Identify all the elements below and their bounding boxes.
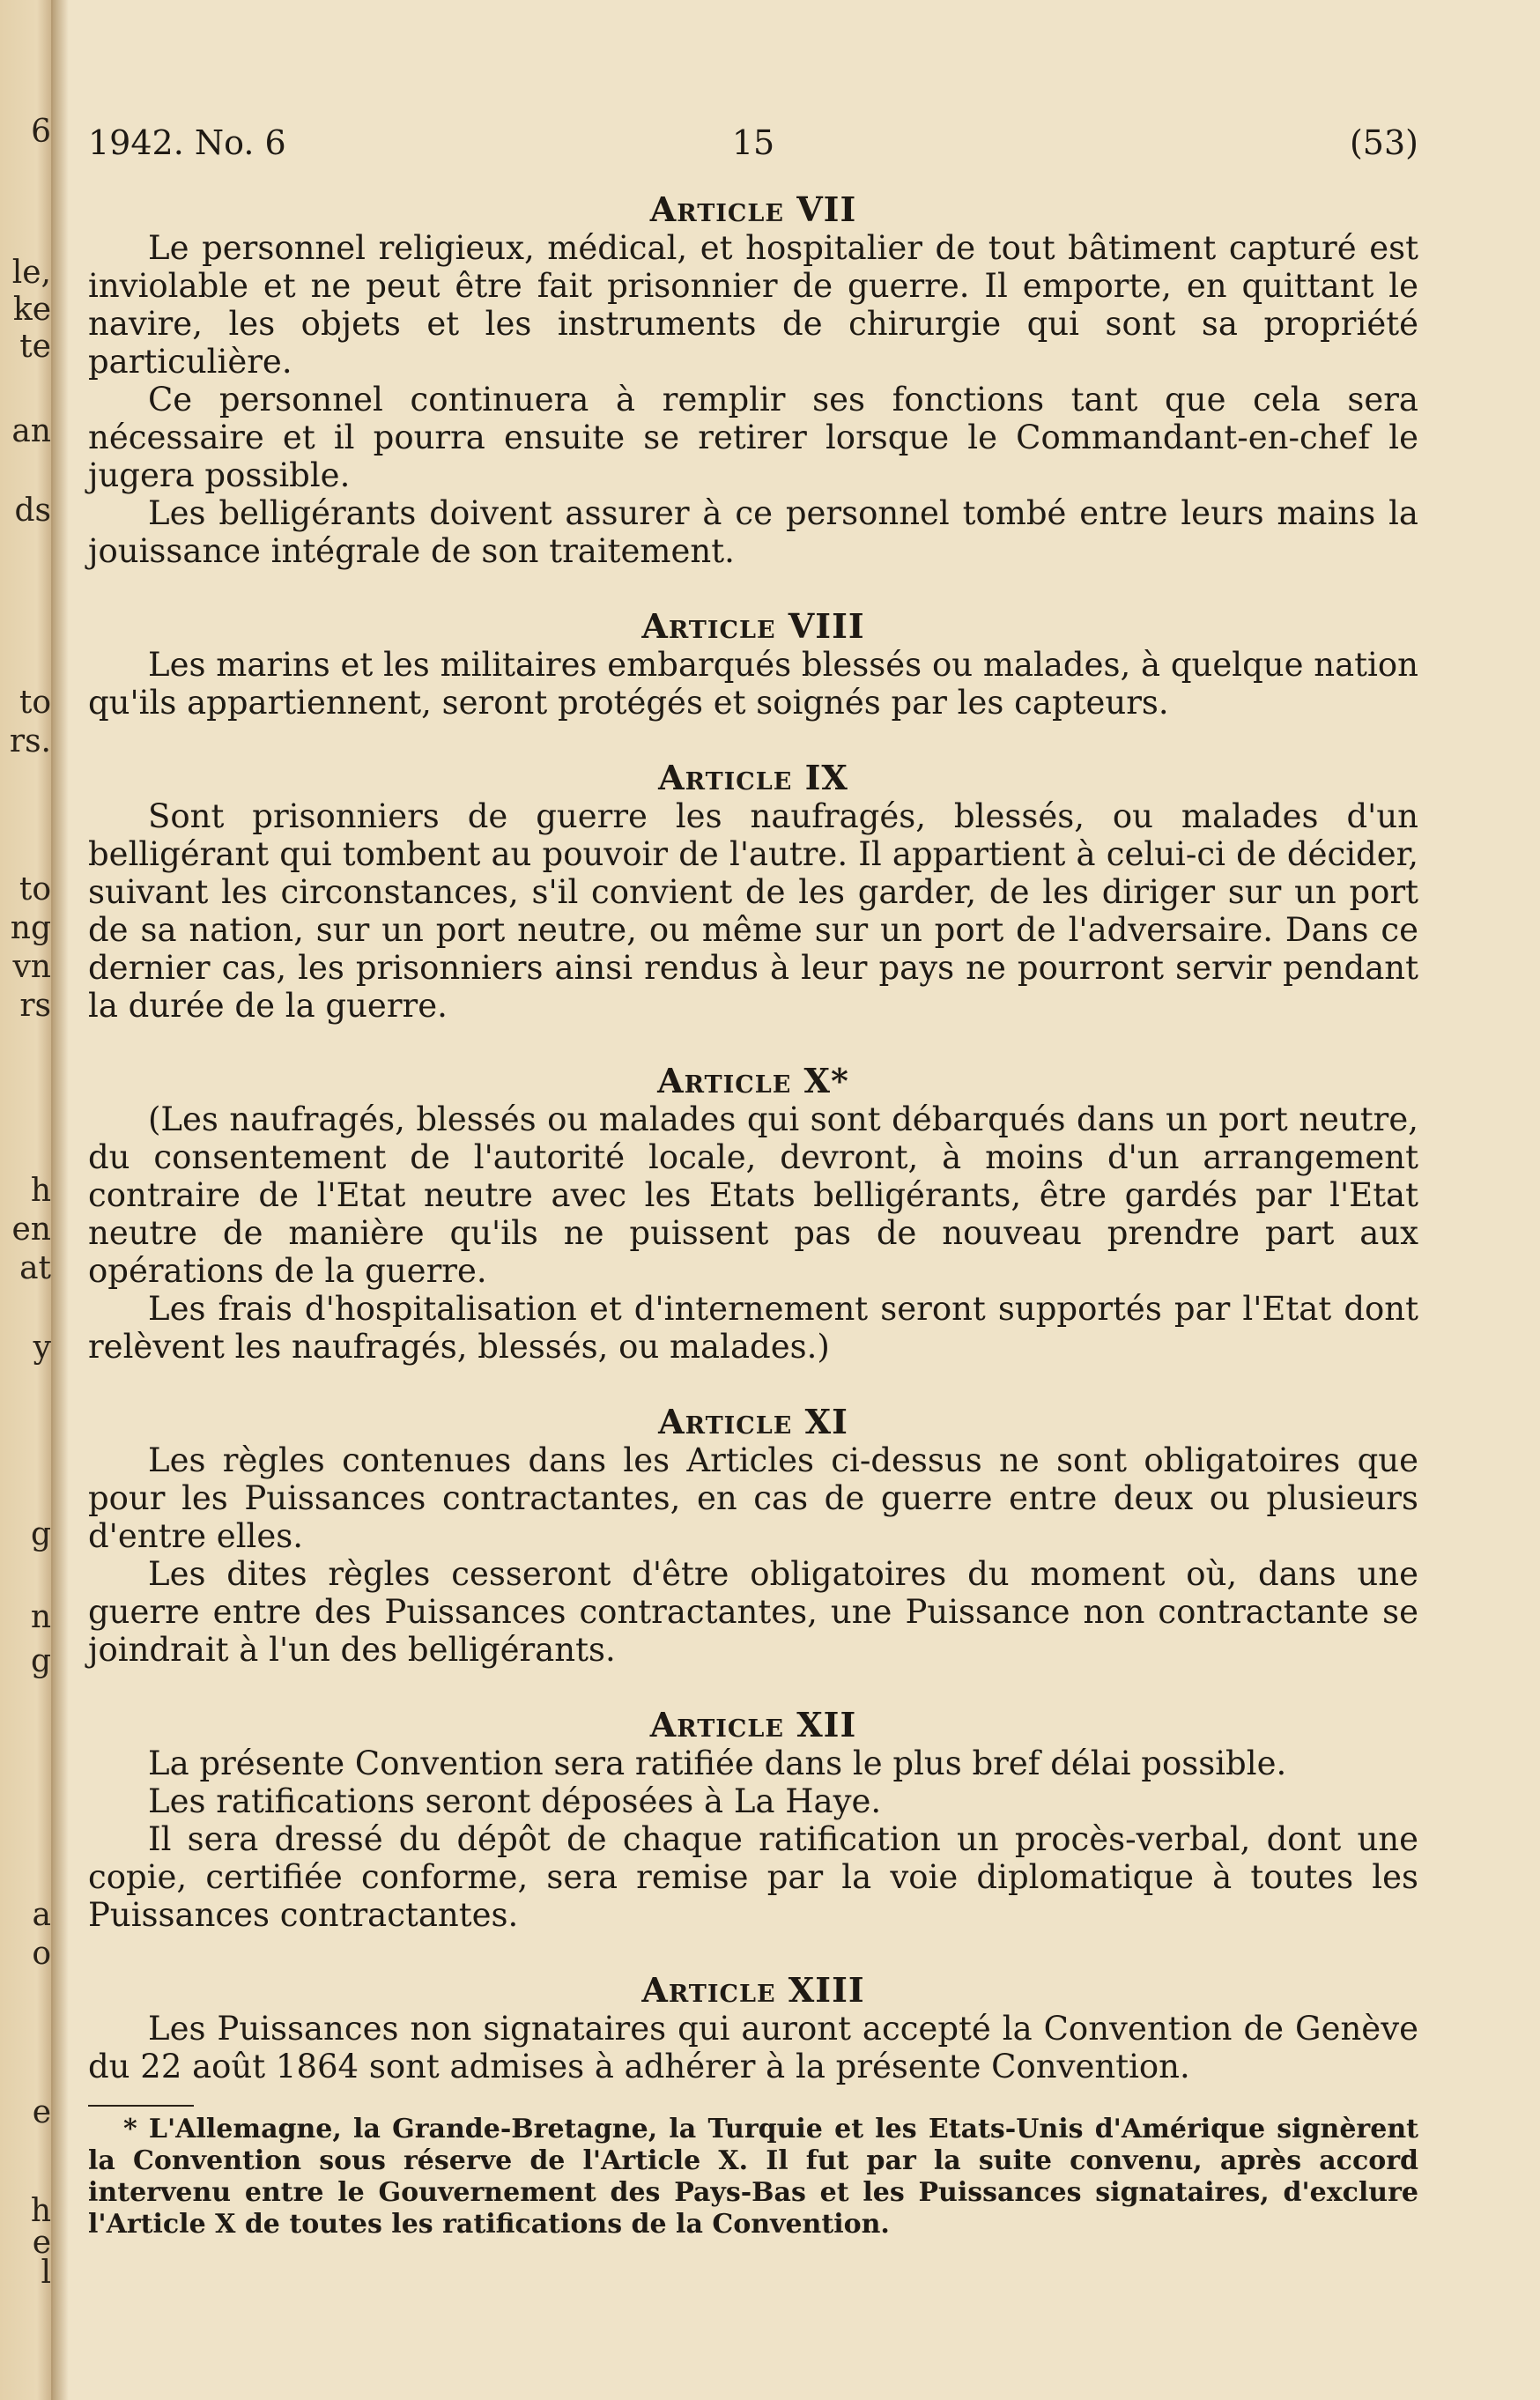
margin-fragment: an <box>11 414 51 449</box>
article-paragraph: Le personnel religieux, médical, et hospitalier de tout bâtiment capturé est inviolable et ne peut être fait prisonnier de guerre. Il emporte, en quittant le navire, les objets et les instruments de chirurgie qui sont sa propriété particulière. <box>88 229 1418 381</box>
margin-fragment: en <box>11 1212 51 1248</box>
document-reference: 1942. No. 6 <box>88 123 286 162</box>
gutter-shadow <box>51 0 69 2400</box>
page-number: 15 <box>731 123 775 162</box>
margin-fragment: rs. <box>9 724 51 759</box>
margin-fragment: ds <box>14 493 51 529</box>
margin-fragment: g <box>30 1517 51 1552</box>
article-paragraph: La présente Convention sera ratifiée dans le plus bref délai possible. <box>148 1744 1287 1782</box>
margin-fragment: l <box>41 2256 51 2291</box>
margin-fragment: g <box>30 1644 51 1679</box>
article-paragraph: Les Puissances non signataires qui auront accepté la Convention de Genève du 22 août 1864 sont admises à adhérer à la présente Convention. <box>88 2010 1418 2085</box>
article-heading: Article XI <box>658 1402 848 1441</box>
margin-fragment: o <box>32 1937 51 1972</box>
original-page-number: (53) <box>1349 123 1418 162</box>
article-paragraph: Les frais d'hospitalisation et d'internement seront supportés par l'Etat dont relèvent les naufragés, blessés, ou malades.) <box>88 1290 1418 1366</box>
margin-fragment: e <box>32 2226 51 2261</box>
margin-fragment: 6 <box>31 115 51 150</box>
margin-fragment: n <box>30 1600 51 1635</box>
margin-fragment: vn <box>12 950 51 985</box>
margin-fragment: to <box>19 685 51 721</box>
margin-fragment: ng <box>10 911 51 946</box>
article-paragraph: Ce personnel continuera à remplir ses fonctions tant que cela sera nécessaire et il pourra ensuite se retirer lorsque le Commandant-en-chef le jugera possible. <box>88 381 1418 494</box>
running-header <box>88 123 1418 180</box>
margin-fragment: le, <box>11 256 51 291</box>
margin-fragment: ke <box>12 293 51 328</box>
article-paragraph: Les règles contenues dans les Articles ci-dessus ne sont obligatoires que pour les Puissances contractantes, en cas de guerre entre deux ou plusieurs d'entre elles. <box>88 1441 1418 1555</box>
article-paragraph: Les ratifications seront déposées à La Haye. <box>148 1782 882 1820</box>
margin-fragment: a <box>32 1898 51 1933</box>
article-heading: Article VII <box>649 189 857 229</box>
footnote: * L'Allemagne, la Grande-Bretagne, la Turquie et les Etats-Unis d'Amérique signèrent la Convention sous réserve de l'Article X. Il fut par la suite convenu, après accord intervenu entre le Gouvernement des Pays-Bas et les Puissances signataires, d'exclure l'Article X de toutes les ratifications de la Convention. <box>88 2114 1418 2240</box>
margin-fragment: h <box>30 2194 51 2229</box>
article-heading: Article XIII <box>641 1970 865 2010</box>
article-paragraph: Il sera dressé du dépôt de chaque ratification un procès-verbal, dont une copie, certifiée conforme, sera remise par la voie diplomatique à toutes les Puissances contractantes. <box>88 1820 1418 1934</box>
article-heading: Article XII <box>649 1705 857 1744</box>
margin-fragment: to <box>19 872 51 907</box>
margin-fragment: rs <box>19 989 51 1024</box>
article-paragraph: Sont prisonniers de guerre les naufragés, blessés, ou malades d'un belligérant qui tombent au pouvoir de l'autre. Il appartient à celui-ci de décider, suivant les circonstances, s'il convient de les garder, de les diriger sur un port de sa nation, sur un port neutre, ou même sur un port de l'adversaire. Dans ce dernier cas, les prisonniers ainsi rendus à leur pays ne pourront servir pendant la durée de la guerre. <box>88 797 1418 1025</box>
margin-fragment: y <box>33 1330 51 1366</box>
margin-fragment: h <box>30 1174 51 1209</box>
article-paragraph: Les belligérants doivent assurer à ce personnel tombé entre leurs mains la jouissance intégrale de son traitement. <box>88 494 1418 570</box>
margin-fragment: te <box>19 330 51 365</box>
document-page <box>88 123 1418 2241</box>
article-paragraph: (Les naufragés, blessés ou malades qui sont débarqués dans un port neutre, du consentement de l'autorité locale, devront, à moins d'un arrangement contraire de l'Etat neutre avec les Etats belligérants, être gardés par l'Etat neutre de manière qu'ils ne puissent pas de nouveau prendre part aux opérations de la guerre. <box>88 1100 1418 1290</box>
article-heading: Article VIII <box>641 606 865 646</box>
footnote-rule <box>88 2105 194 2107</box>
margin-fragment: at <box>19 1251 51 1286</box>
article-heading: Article X* <box>657 1061 849 1100</box>
article-heading: Article IX <box>658 758 848 797</box>
article-paragraph: Les dites règles cesseront d'être obligatoires du moment où, dans une guerre entre des Puissances contractantes, une Puissance non contractante se joindrait à l'un des belligérants. <box>88 1555 1418 1669</box>
margin-fragment: e <box>32 2095 51 2130</box>
article-paragraph: Les marins et les militaires embarqués blessés ou malades, à quelque nation qu'ils appartiennent, seront protégés et soignés par les capteurs. <box>88 646 1418 722</box>
